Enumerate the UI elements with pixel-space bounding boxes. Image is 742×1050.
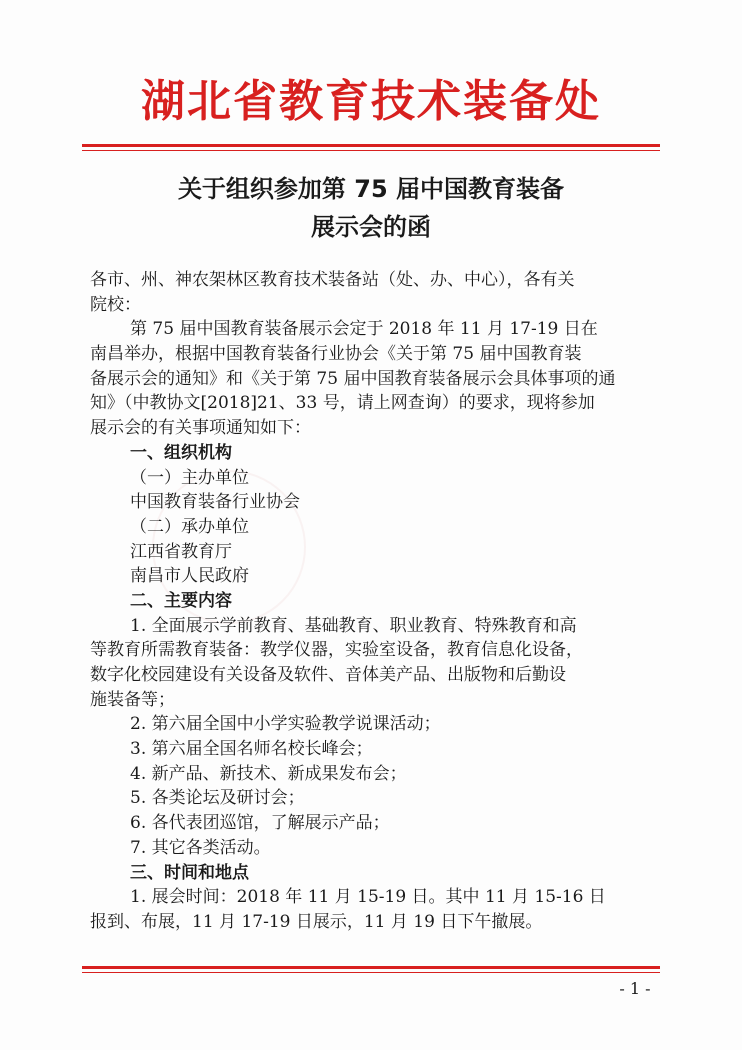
list-item: 2. 第六届全国中小学实验教学说课活动； [130,714,441,735]
organizer-name: 中国教育装备行业协会 [130,492,300,513]
paragraph-line: 知》（中教协文[2018]21、33 号，请上网查询）的要求，现将参加 [90,393,595,414]
list-item-continuation: 数字化校园建设有关设备及软件、音体美产品、出版物和后勤设 [90,665,566,685]
section-heading: 一、组织机构 [130,442,232,463]
co-organizer-name: 江西省教育厅 [130,541,232,562]
document-body [90,268,662,935]
salutation-line: 院校： [90,294,141,315]
organization-header: 湖北省教育技术装备处 [141,76,601,127]
document-title-line-2: 展示会的函 [311,213,431,241]
list-item: 7. 其它各类活动。 [130,837,271,858]
salutation-line: 各市、州、神农架林区教育技术装备站（处、办、中心），各有关 [90,270,575,290]
co-organizer-name: 南昌市人民政府 [130,566,249,587]
page-number: - 1 - [619,979,651,998]
header-divider [82,144,660,151]
list-item: 5. 各类论坛及研讨会； [130,788,305,809]
list-item: 4. 新产品、新技术、新成果发布会； [130,763,407,784]
document-title-line-1: 关于组织参加第 75 届中国教育装备 [177,175,565,203]
list-item: 3. 第六届全国名师名校长峰会； [130,739,373,760]
list-item-continuation: 等教育所需教育装备：教学仪器，实验室设备，教育信息化设备， [90,640,583,661]
section-heading: 二、主要内容 [130,590,232,611]
paragraph-line: 1. 展会时间：2018 年 11 月 15-19 日。其中 11 月 15-16 日 [130,887,606,908]
list-item: 1. 全面展示学前教育、基础教育、职业教育、特殊教育和高 [130,615,577,636]
paragraph-line: 第 75 届中国教育装备展示会定于 2018 年 11 月 17-19 日在 [130,319,598,340]
section-heading: 三、时间和地点 [130,862,249,883]
paragraph-line: 南昌举办，根据中国教育装备行业协会《关于第 75 届中国教育装 [90,344,582,365]
footer-divider [82,966,660,973]
paragraph-line: 展示会的有关事项通知如下： [90,418,311,439]
paragraph-line: 备展示会的通知》和《关于第 75 届中国教育装备展示会具体事项的通 [90,368,616,389]
list-item: 6. 各代表团巡馆，了解展示产品； [130,813,390,834]
subsection-heading: （一）主办单位 [130,467,249,488]
paragraph-line: 报到、布展，11 月 17-19 日展示，11 月 19 日下午撤展。 [90,911,543,932]
list-item-continuation: 施装备等； [90,689,175,710]
subsection-heading: （二）承办单位 [130,516,249,537]
